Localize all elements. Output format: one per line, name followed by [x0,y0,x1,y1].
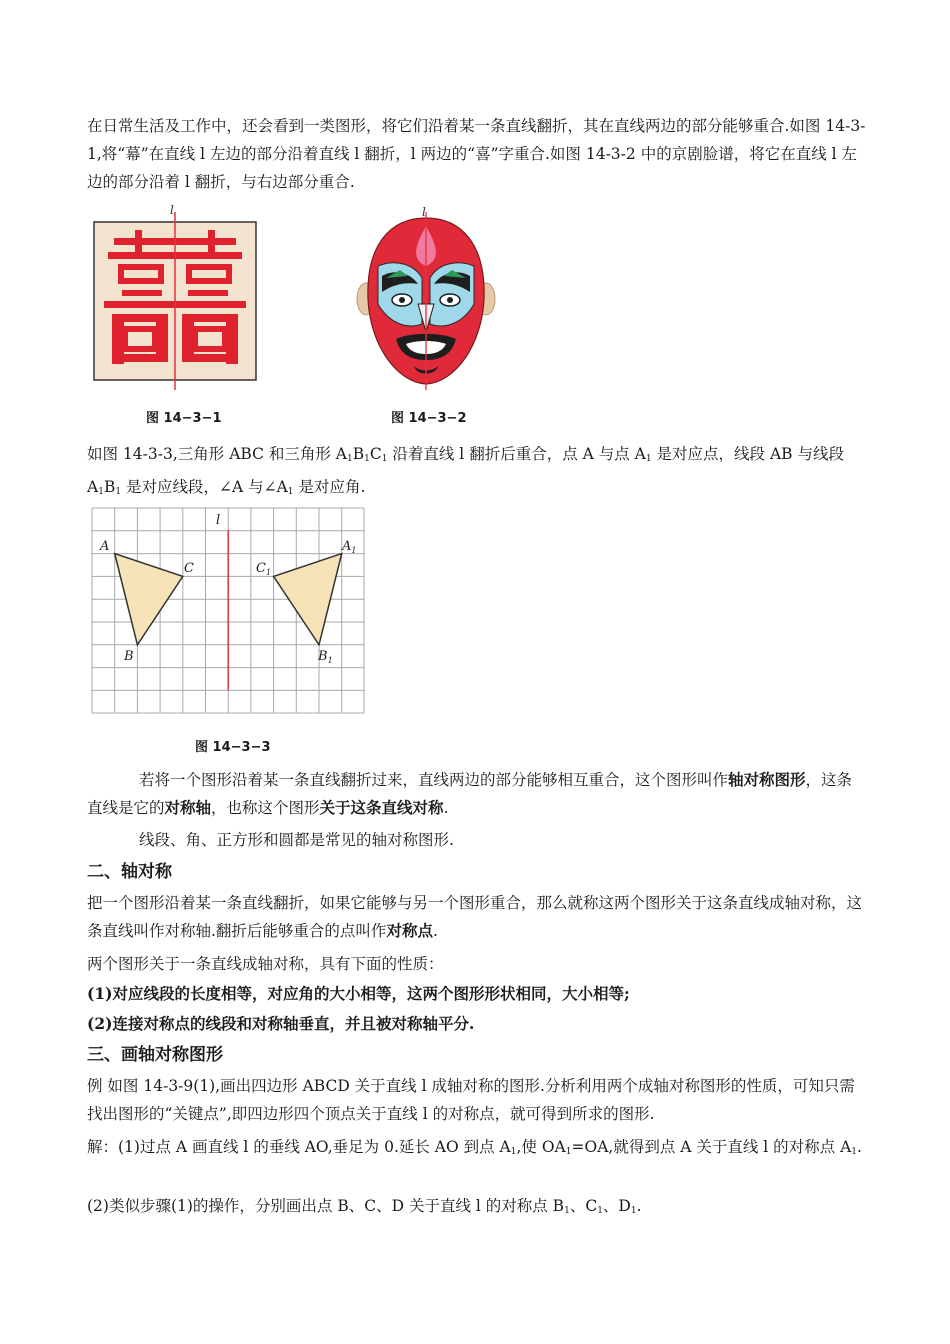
example-paragraph: 例 如图 14-3-9(1),画出四边形 ABCD 关于直线 l 成轴对称的图形.分析利用两个成轴对称图形的性质，可知只需找出图形的“关键点”,即四边形四个顶点关于直线 l 的对称点，就可得到所求的图形. [87,1077,855,1123]
solution-step-2: (2)类似步骤(1)的操作，分别画出点 B、C、D 关于直线 l 的对称点 $B_1$、$C_1$、$D_1$. [87,1197,642,1216]
section2-paragraph: 把一个图形沿着某一条直线翻折，如果它能够与另一个图形重合，那么就称这两个图形关于这条直线成轴对称，这条直线叫作对称轴.翻折后能够重合的点叫作对称点. [87,894,863,940]
grid-triangles-figure [90,506,366,716]
axis-label: l [216,513,221,528]
common-shapes-paragraph: 线段、角、正方形和圆都是常见的轴对称图形. [139,831,454,849]
solution-step-1: 解：(1)过点 A 画直线 l 的垂线 AO,垂足为 0.延长 AO 到点 $A_1$,使 $OA_1=OA$,就得到点 A 关于直线 l 的对称点 $A_1$. [87,1138,862,1157]
axis-label: l [422,205,426,219]
label-a: A [100,539,110,554]
definition-paragraph: 若将一个图形沿着某一条直线翻折过来，直线两边的部分能够相互重合，这个图形叫作轴对称图形，这条直线是它的对称轴，也称这个图形关于这条直线对称. [87,770,853,817]
label-b1: $B_1$ [318,649,333,665]
properties-intro: 两个图形关于一条直线成轴对称，具有下面的性质： [87,955,444,973]
section-heading-drawing: 三、画轴对称图形 [87,1045,223,1065]
figure-14-3-1 [90,204,260,394]
intro-paragraph: 在日常生活及工作中，还会看到一类图形，将它们沿着某一条直线翻折，其在直线两边的部分能够重合.如图 14-3-1,将“幕”在直线 l 左边的部分沿着直线 l 翻折，l 两边的“喜”字重合.如图 14-3-2 中的京剧脸谱，将它在直线 l 左边的部分沿着 l 翻折，与右边部分重合. [87,117,866,191]
property-1: (1)对应线段的长度相等，对应角的大小相等，这两个图形形状相同，大小相等; [87,984,630,1003]
property-2: (2)连接对称点的线段和对称轴垂直，并且被对称轴平分. [87,1014,475,1033]
figure-14-3-2 [356,204,496,394]
triangle-description-paragraph: 如图 14-3-3,三角形 ABC 和三角形 $A_1B_1C_1$ 沿着直线 l 翻折后重合，点 A 与点 $A_1$ 是对应点，线段 AB 与线段 $A_1B_1$ 是对应线段，∠A 与$\angle A_1$ 是对应角. [87,445,844,497]
label-c1: $C_1$ [256,561,272,577]
figure-caption-2: 图 14−3−2 [391,411,467,426]
label-a1: $A_1$ [342,539,357,555]
peking-opera-mask [356,204,496,394]
label-c: C [184,561,194,576]
label-b: B [124,649,134,664]
figure-14-3-3 [90,506,366,716]
axis-label: l [170,204,174,217]
section-heading-axial-symmetry: 二、轴对称 [87,862,172,882]
figure-caption-1: 图 14−3−1 [146,411,222,426]
double-happiness-figure [90,204,260,394]
figure-caption-3: 图 14−3−3 [195,740,271,755]
